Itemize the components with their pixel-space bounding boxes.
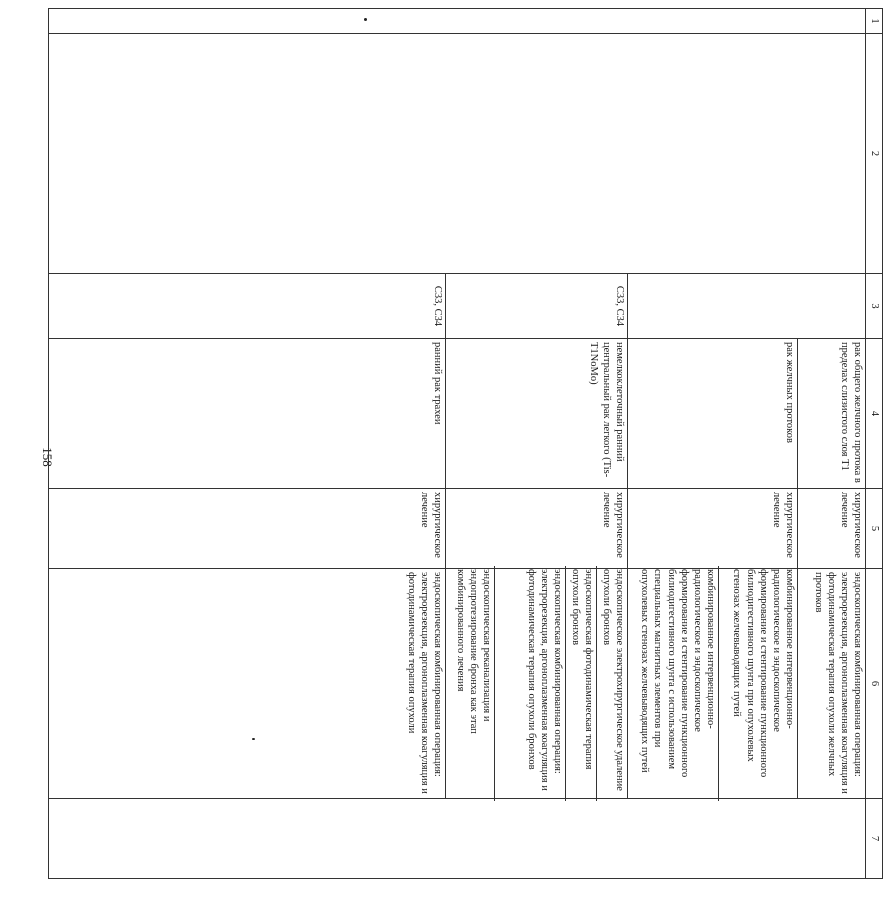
table-row: [798, 9, 866, 879]
method-item: эндоскопическая реканализация и эндопротезирование бронха как этап комбинированного лечения: [451, 566, 495, 801]
code-cell: С33, С34: [446, 274, 628, 339]
diagnosis-cell: ранний рак трахеи: [49, 339, 446, 489]
treatment-type-cell: хирургическое лечение: [49, 489, 446, 569]
page-number: 158: [40, 447, 55, 467]
treatment-table: [48, 8, 883, 879]
column-number: 6: [866, 569, 883, 799]
code-cell: С33, С34: [49, 274, 446, 339]
treatment-type-cell: хирургическое лечение: [798, 489, 866, 569]
method-item: эндоскопическая комбинированная операция: электрорезекция, аргоноплазменная коагуляция и фотодинамическая терапия опухоли бронхов: [495, 566, 566, 801]
diagnosis-cell: рак желчных протоков: [628, 339, 798, 489]
number-cell: [49, 9, 866, 34]
column-number: 1: [866, 9, 883, 34]
treatment-type-cell: хирургическое лечение: [628, 489, 798, 569]
scan-speck: [252, 738, 255, 740]
scan-speck: [364, 18, 367, 21]
notes-cell: [49, 799, 866, 879]
method-item: комбинированное интервенционно-радиологическое и эндоскопическое формирование и стентирование пункционного билиодигестивного шунта с использованием специальных магнитных элементов при опухолевых стенозах желчевыводящих путей: [635, 566, 719, 801]
method-item: комбинированное интервенционно-радиологическое и эндоскопическое формирование и стентирование пункционного билиодигестивного шунта при опухолевых стенозах желчевыводящих путей: [731, 569, 795, 778]
profile-cell: [49, 34, 866, 274]
method-cell: [628, 569, 798, 799]
method-cell: [446, 569, 628, 799]
column-number: 7: [866, 799, 883, 879]
diagnosis-cell: немелкоклеточный ранний центральный рак легкого (Tis-T1NoMo): [446, 339, 628, 489]
treatment-type-cell: хирургическое лечение: [446, 489, 628, 569]
column-number: 3: [866, 274, 883, 339]
code-cell: [628, 274, 866, 339]
method-cell: эндоскопическая комбинированная операция: электрорезекция, аргоноплазменная коагуляция и фотодинамическая терапия опухоли желчных протоков: [798, 569, 866, 799]
method-cell: эндоскопическая комбинированная операция: электрорезекция, аргоноплазменная коагуляция и фотодинамическая терапия опухоли: [49, 569, 446, 799]
column-number: 4: [866, 339, 883, 489]
rotated-table-wrapper: [48, 8, 883, 878]
column-number: 5: [866, 489, 883, 569]
column-number: 2: [866, 34, 883, 274]
method-item: эндоскопическое электрохирургическое удаление опухоли бронхов: [600, 569, 625, 791]
method-item: эндоскопическая фотодинамическая терапия опухоли бронхов: [566, 566, 597, 801]
column-number-row: [866, 9, 883, 879]
diagnosis-cell: рак общего желчного протока в пределах слизистого слоя Т1: [798, 339, 866, 489]
